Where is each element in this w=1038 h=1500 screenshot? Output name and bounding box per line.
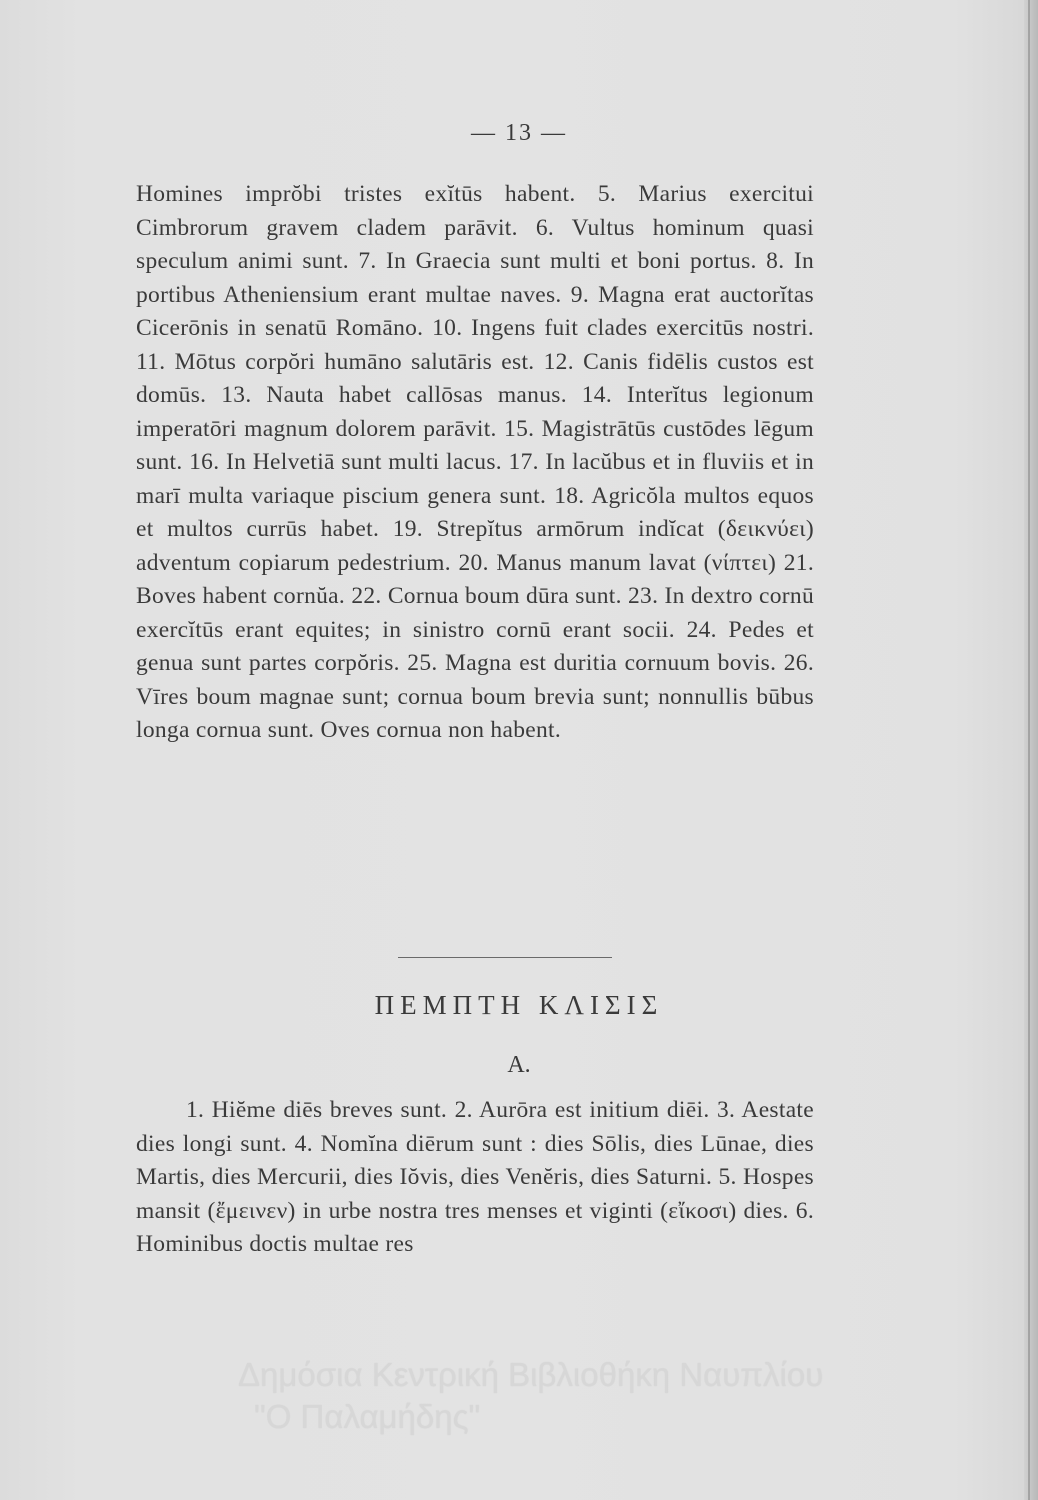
section-title: ΠΕΜΠΤΗ ΚΛΙΣΙΣ [374,990,664,1020]
page-binding-edge [1024,0,1038,1500]
section-paragraph: 1. Hiĕme diēs breves sunt. 2. Aurōra est initium diēi. 3. Aestate dies longi sunt. 4. Nomĭna diērum sunt : dies Sōlis, dies Lūnae, dies Martis, dies Mercurii, dies Iŏvis, dies Venĕris, dies Saturni. 5. Hospes mansit (ἔμεινεν) in urbe nostra tres menses et viginti (εἴκοσι) dies. 6. Hominibus doctis multae res [136,1097,814,1257]
library-watermark [238,1354,1018,1438]
section-divider [398,957,612,958]
watermark-line-1: Δημόσια Κεντρική Βιβλιοθήκη Ναυπλίου [238,1356,824,1393]
page-number: — 13 — [471,120,567,146]
exercise-paragraph: Homines imprŏbi tristes exĭtūs habent. 5. Marius exercitui Cimbrorum gravem cladem parāvit. 6. Vultus hominum quasi speculum animi sunt. 7. In Graecia sunt multi et boni portus. 8. In portibus Atheniensium erant multae naves. 9. Magna erat auctorĭtas Cicerōnis in senatū Romāno. 10. Ingens fuit clades exercitūs nostri. 11. Mōtus corpŏri humāno salutāris est. 12. Canis fidēlis custos est domūs. 13. Nauta habet callōsas manus. 14. Interĭtus legionum imperatōri magnum dolorem parāvit. 15. Magistrātūs custōdes lēgum sunt. 16. In Helvetiā sunt multi lacus. 17. In lacŭbus et in fluviis et in marī multa variaque piscium genera sunt. 18. Agricŏla multos equos et multos currūs habet. 19. Strepĭtus armōrum indĭcat (δεικνύει) adventum copiarum pedestrium. 20. Manus manum lavat (νίπτει) 21. Boves habent cornŭa. 22. Cornua boum dūra sunt. 23. In dextro cornū exercĭtūs erant equites; in sinistro cornū erant socii. 24. Pedes et genua sunt partes corpŏris. 25. Magna est duritia cornuum bovis. 26. Vīres boum magnae sunt; cornua boum brevia sunt; nonnullis būbus longa cornua sunt. Oves cornua non habent. [136,181,814,743]
watermark-line-2: "Ο Παλαμήδης" [254,1398,481,1435]
section-subtitle: A. [507,1052,531,1078]
